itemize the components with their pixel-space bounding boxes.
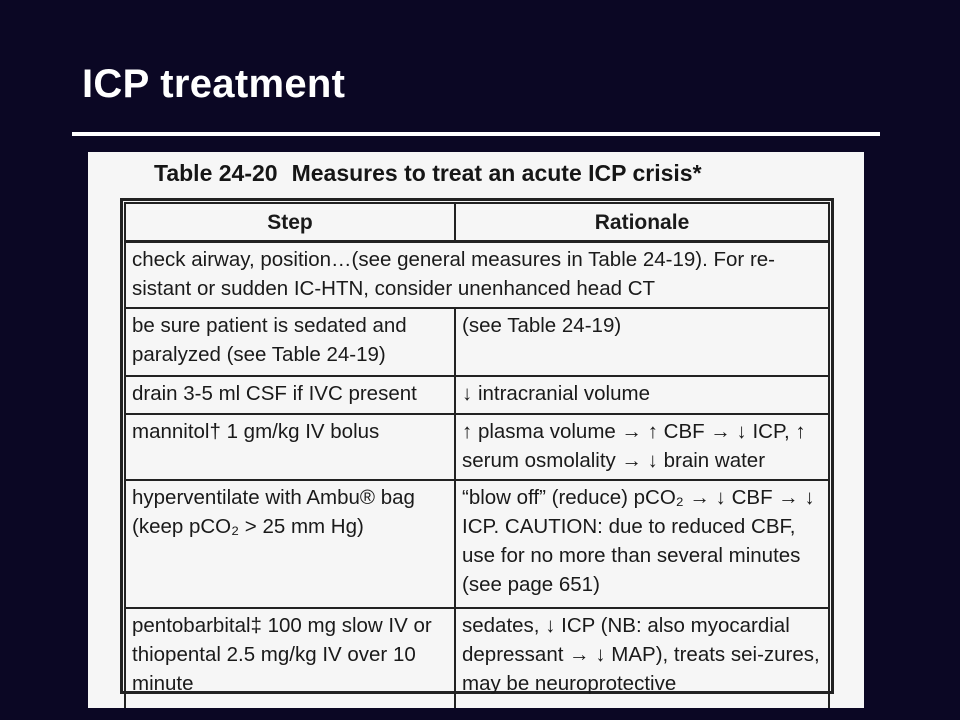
- table-cell-step: mannitol† 1 gm/kg IV bolus: [125, 414, 455, 480]
- table-cell-step: drain 3-5 ml CSF if IVC present: [125, 376, 455, 414]
- table-row: [125, 242, 829, 309]
- table-header-row: [125, 203, 829, 242]
- icp-measures-table: [124, 202, 830, 708]
- table-caption: [154, 160, 702, 187]
- column-header-step: Step: [125, 203, 455, 242]
- table-cell-rationale: (see Table 24-19): [455, 308, 829, 376]
- column-header-rationale: Rationale: [455, 203, 829, 242]
- table-row: [125, 480, 829, 608]
- table-caption-text: Measures to treat an acute ICP crisis*: [291, 160, 702, 186]
- table-cell-rationale: “blow off” (reduce) pCO₂ → ↓ CBF → ↓ ICP. CAUTION: due to reduced CBF, use for no more than several minutes (see page 651): [455, 480, 829, 608]
- scanned-table-image: [88, 152, 864, 708]
- table-cell-rationale: sedates, ↓ ICP (NB: also myocardial depressant → ↓ MAP), treats sei-zures, may be neuroprotective: [455, 608, 829, 708]
- table-cell-step: pentobarbital‡ 100 mg slow IV or thiopental 2.5 mg/kg IV over 10 minute: [125, 608, 455, 708]
- table-cell-step: be sure patient is sedated and paralyzed (see Table 24-19): [125, 308, 455, 376]
- table-cell-rationale: ↑ plasma volume → ↑ CBF → ↓ ICP, ↑ serum osmolality → ↓ brain water: [455, 414, 829, 480]
- table-cell-rationale: ↓ intracranial volume: [455, 376, 829, 414]
- table-cell-step: hyperventilate with Ambu® bag (keep pCO₂ > 25 mm Hg): [125, 480, 455, 608]
- table-row: [125, 414, 829, 480]
- slide-title: ICP treatment: [82, 62, 346, 106]
- table-caption-label: Table 24-20: [154, 160, 278, 186]
- title-divider: [72, 132, 880, 136]
- table-row: [125, 376, 829, 414]
- table-cell-full: check airway, position…(see general measures in Table 24-19). For re-sistant or sudden IC-HTN, consider unenhanced head CT: [125, 242, 829, 309]
- table-row: [125, 608, 829, 708]
- table-row: [125, 308, 829, 376]
